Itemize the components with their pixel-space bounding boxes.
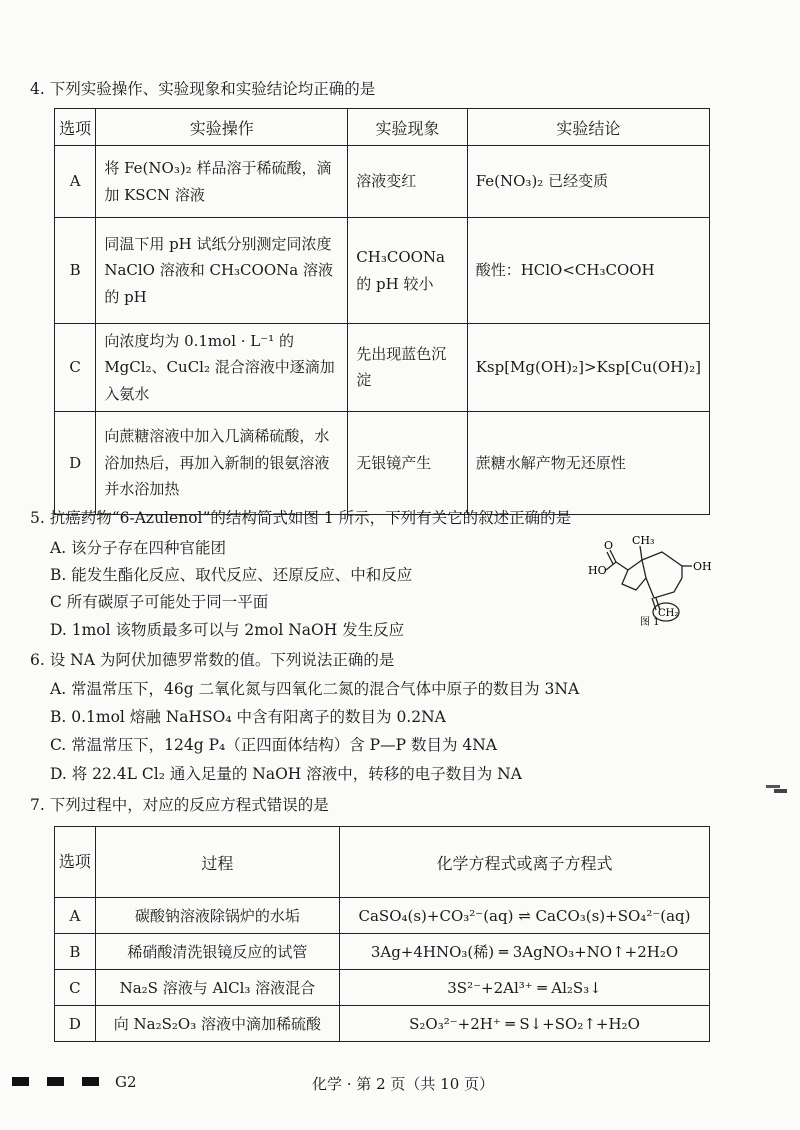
q5-option-a: A. 该分子存在四种官能团 [50,539,227,557]
footer-mark [82,1077,99,1086]
equation-cell: 3Ag+4HNO₃(稀) ═ 3AgNO₃+NO↑+2H₂O [340,934,710,970]
process-cell: 向 Na₂S₂O₃ 溶液中滴加稀硫酸 [95,1006,339,1042]
scan-smudge [766,783,788,795]
table-row [55,411,710,514]
q4-table-header [55,109,710,146]
process-cell: 碳酸钠溶液除锅炉的水垢 [95,898,339,934]
process-cell: Na₂S 溶液与 AlCl₃ 溶液混合 [95,970,339,1006]
q4-header-option: 选项 [55,109,96,146]
page-number: 化学 · 第 2 页（共 10 页） [312,1075,495,1093]
q7-header-option: 选项 [55,827,96,898]
figure-caption: 图 1 [640,617,660,626]
q5-stem: 5. 抗癌药物“6-Azulenol”的结构简式如图 1 所示，下列有关它的叙述正确的是 [30,509,572,527]
process-cell: 稀硝酸清洗银镜反应的试管 [95,934,339,970]
operation-cell: 同温下用 pH 试纸分别测定同浓度 NaClO 溶液和 CH₃COONa 溶液的 pH [96,218,348,324]
operation-cell: 将 Fe(NO₃)₂ 样品溶于稀硫酸，滴加 KSCN 溶液 [96,146,348,218]
option-letter: C [55,970,96,1006]
methyl-label: CH₃ [632,534,655,547]
operation-cell: 向蔗糖溶液中加入几滴稀硫酸，水浴加热后，再加入新制的银氨溶液并水浴加热 [96,411,348,514]
table-row [55,324,710,412]
option-letter: D [55,1006,96,1042]
q7-table-header [55,827,710,898]
footer-code: G2 [115,1073,137,1091]
table-row [55,970,710,1006]
table-row [55,218,710,324]
carbonyl-o-label: O [604,539,614,552]
acid-ho-label: HO [588,564,607,577]
q4-table [54,108,710,515]
q6-option-d: D. 将 22.4L Cl₂ 通入足量的 NaOH 溶液中，转移的电子数目为 NA [50,765,522,783]
conclusion-cell: 酸性：HClO<CH₃COOH [467,218,709,324]
q7-table [54,826,710,1042]
q5-option-b: B. 能发生酯化反应、取代反应、还原反应、中和反应 [50,566,413,584]
option-letter: D [55,411,96,514]
footer-mark [47,1077,64,1086]
q6-option-c: C. 常温常压下，124g P₄（正四面体结构）含 P—P 数目为 4NA [50,736,497,754]
q4-header-conclusion: 实验结论 [467,109,709,146]
equation-cell: S₂O₃²⁻+2H⁺ ═ S↓+SO₂↑+H₂O [340,1006,710,1042]
q7-stem: 7. 下列过程中，对应的反应方程式错误的是 [30,796,329,814]
conclusion-cell: Fe(NO₃)₂ 已经变质 [467,146,709,218]
equation-cell: CaSO₄(s)+CO₃²⁻(aq) ⇌ CaCO₃(s)+SO₄²⁻(aq) [340,898,710,934]
q4-stem: 4. 下列实验操作、实验现象和实验结论均正确的是 [30,80,376,98]
footer-mark [12,1077,29,1086]
phenomenon-cell: 无银镜产生 [348,411,467,514]
phenomenon-cell: CH₃COONa 的 pH 较小 [348,218,467,324]
option-letter: C [55,324,96,412]
equation-cell: 3S²⁻+2Al³⁺ ═ Al₂S₃↓ [340,970,710,1006]
phenomenon-cell: 溶液变红 [348,146,467,218]
q4-header-operation: 实验操作 [96,109,348,146]
conclusion-cell: Ksp[Mg(OH)₂]>Ksp[Cu(OH)₂] [467,324,709,412]
table-row [55,898,710,934]
q7-header-equation: 化学方程式或离子方程式 [340,827,710,898]
option-letter: A [55,898,96,934]
conclusion-cell: 蔗糖水解产物无还原性 [467,411,709,514]
hydroxyl-label: OH [693,560,712,573]
phenomenon-cell: 先出现蓝色沉淀 [348,324,467,412]
option-letter: B [55,934,96,970]
q6-option-b: B. 0.1mol 熔融 NaHSO₄ 中含有阳离子的数目为 0.2NA [50,708,446,726]
table-row [55,934,710,970]
table-row [55,146,710,218]
q4-header-phenomenon: 实验现象 [348,109,467,146]
table-row [55,1006,710,1042]
option-letter: A [55,146,96,218]
option-letter: B [55,218,96,324]
molecule-structure-figure [588,530,728,626]
q5-option-d: D. 1mol 该物质最多可以与 2mol NaOH 发生反应 [50,621,405,639]
q7-header-process: 过程 [95,827,339,898]
q5-option-c: C 所有碳原子可能处于同一平面 [50,593,269,611]
methylene-label: CH₂ [658,608,679,619]
operation-cell: 向浓度均为 0.1mol · L⁻¹ 的 MgCl₂、CuCl₂ 混合溶液中逐滴加入氨水 [96,324,348,412]
q6-option-a: A. 常温常压下，46g 二氧化氮与四氧化二氮的混合气体中原子的数目为 3NA [50,680,580,698]
q6-stem: 6. 设 NA 为阿伏加德罗常数的值。下列说法正确的是 [30,651,395,669]
